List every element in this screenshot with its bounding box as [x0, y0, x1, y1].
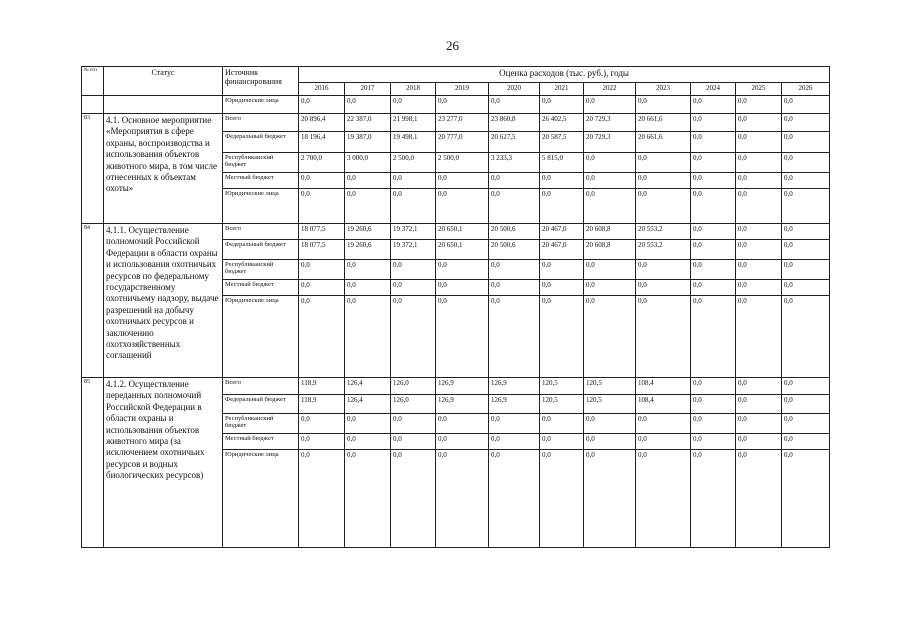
value-cell: 19 387,0 — [345, 132, 391, 153]
year-header: 2026 — [782, 83, 830, 96]
row-number: 85 — [82, 378, 104, 548]
value-cell: 0,0 — [299, 450, 345, 548]
value-cell: 2 500,0 — [391, 153, 436, 173]
value-cell: 0,0 — [391, 450, 436, 548]
empty-cell — [104, 96, 223, 114]
value-cell: 20 661,6 — [636, 114, 691, 132]
value-cell: 108,4 — [636, 378, 691, 395]
value-cell: 0,0 — [691, 189, 736, 224]
value-cell: 126,9 — [436, 378, 489, 395]
value-cell: 20 661,6 — [636, 132, 691, 153]
table-row — [82, 114, 830, 132]
header-source: Источник финансирования — [223, 67, 299, 96]
source-cell: Республиканский бюджет — [223, 414, 299, 434]
year-header: 2024 — [691, 83, 736, 96]
value-cell: 0,0 — [736, 378, 782, 395]
source-cell: Юридические лица — [223, 96, 299, 114]
value-cell: 120,5 — [584, 378, 636, 395]
value-cell: 120,5 — [540, 395, 584, 414]
value-cell: 0,0 — [782, 450, 830, 548]
value-cell: 0,0 — [736, 414, 782, 434]
value-cell: 20 627,5 — [489, 132, 540, 153]
value-cell: 0,0 — [391, 296, 436, 378]
empty-cell — [82, 96, 104, 114]
source-cell: Местный бюджет — [223, 434, 299, 450]
value-cell: 0,0 — [540, 296, 584, 378]
value-cell: 0,0 — [436, 296, 489, 378]
value-cell: 0,0 — [584, 96, 636, 114]
value-cell: 0,0 — [691, 296, 736, 378]
value-cell: 0,0 — [636, 153, 691, 173]
value-cell: 0,0 — [782, 280, 830, 296]
status-cell: 4.1. Основное мероприятие «Мероприятия в сфере охраны, воспроизводства и использования объектов животного мира, в том числе отнесенных к объектам охоты» — [104, 114, 223, 224]
value-cell: 0,0 — [391, 260, 436, 280]
value-cell: 0,0 — [782, 132, 830, 153]
value-cell: 0,0 — [540, 96, 584, 114]
value-cell: 0,0 — [782, 378, 830, 395]
header-estimate: Оценка расходов (тыс. руб.), годы — [299, 67, 830, 83]
value-cell: 0,0 — [736, 240, 782, 260]
source-cell: Федеральный бюджет — [223, 240, 299, 260]
value-cell: 20 587,5 — [540, 132, 584, 153]
value-cell: 126,4 — [345, 378, 391, 395]
value-cell: 20 467,0 — [540, 240, 584, 260]
value-cell: 0,0 — [345, 96, 391, 114]
value-cell: 0,0 — [736, 280, 782, 296]
value-cell: 0,0 — [584, 414, 636, 434]
value-cell: 0,0 — [636, 414, 691, 434]
value-cell: 20 467,0 — [540, 224, 584, 240]
value-cell: 0,0 — [584, 173, 636, 189]
value-cell: 0,0 — [736, 189, 782, 224]
value-cell: 0,0 — [345, 296, 391, 378]
value-cell: 0,0 — [391, 189, 436, 224]
header-num: № п/п — [82, 67, 104, 96]
value-cell: 0,0 — [540, 189, 584, 224]
value-cell: 0,0 — [299, 280, 345, 296]
value-cell: 0,0 — [299, 260, 345, 280]
value-cell: 118,9 — [299, 395, 345, 414]
value-cell: 0,0 — [299, 296, 345, 378]
value-cell: 0,0 — [391, 280, 436, 296]
value-cell: 0,0 — [299, 96, 345, 114]
value-cell: 0,0 — [636, 296, 691, 378]
value-cell: 0,0 — [782, 153, 830, 173]
value-cell: 0,0 — [584, 280, 636, 296]
value-cell: 0,0 — [489, 434, 540, 450]
value-cell: 0,0 — [691, 96, 736, 114]
value-cell: 0,0 — [691, 434, 736, 450]
source-cell: Всего — [223, 378, 299, 395]
value-cell: 0,0 — [736, 296, 782, 378]
value-cell: 2 700,0 — [299, 153, 345, 173]
source-cell: Федеральный бюджет — [223, 132, 299, 153]
value-cell: 120,5 — [584, 395, 636, 414]
value-cell: 0,0 — [782, 434, 830, 450]
header-status: Статус — [104, 67, 223, 96]
value-cell: 0,0 — [691, 260, 736, 280]
value-cell: 126,9 — [489, 378, 540, 395]
value-cell: 0,0 — [584, 260, 636, 280]
value-cell: 126,0 — [391, 395, 436, 414]
source-cell: Республиканский бюджет — [223, 260, 299, 280]
value-cell: 0,0 — [691, 153, 736, 173]
value-cell: 0,0 — [584, 189, 636, 224]
value-cell: 20 553,2 — [636, 224, 691, 240]
value-cell: 0,0 — [736, 132, 782, 153]
value-cell: 0,0 — [436, 450, 489, 548]
page-number: 26 — [446, 38, 459, 53]
value-cell: 20 729,3 — [584, 114, 636, 132]
value-cell: 0,0 — [636, 450, 691, 548]
value-cell: 19 260,6 — [345, 240, 391, 260]
value-cell: 20 500,6 — [489, 240, 540, 260]
value-cell: 126,0 — [391, 378, 436, 395]
value-cell: 126,9 — [436, 395, 489, 414]
value-cell: 0,0 — [636, 260, 691, 280]
value-cell: 0,0 — [345, 173, 391, 189]
source-cell: Всего — [223, 114, 299, 132]
value-cell: 19 260,6 — [345, 224, 391, 240]
value-cell: 0,0 — [436, 96, 489, 114]
value-cell: 0,0 — [391, 173, 436, 189]
value-cell: 0,0 — [436, 280, 489, 296]
value-cell: 0,0 — [691, 240, 736, 260]
value-cell: 0,0 — [691, 224, 736, 240]
value-cell: 0,0 — [489, 260, 540, 280]
value-cell: 0,0 — [489, 96, 540, 114]
value-cell: 3 000,0 — [345, 153, 391, 173]
value-cell: 20 650,1 — [436, 224, 489, 240]
source-cell: Юридические лица — [223, 296, 299, 378]
value-cell: 18 077,5 — [299, 240, 345, 260]
value-cell: 22 387,0 — [345, 114, 391, 132]
value-cell: 0,0 — [540, 414, 584, 434]
year-header: 2025 — [736, 83, 782, 96]
value-cell: 0,0 — [736, 173, 782, 189]
value-cell: 0,0 — [391, 434, 436, 450]
source-cell: Юридические лица — [223, 189, 299, 224]
table-row — [82, 96, 830, 114]
value-cell: 0,0 — [736, 96, 782, 114]
value-cell: 126,9 — [489, 395, 540, 414]
value-cell: 0,0 — [691, 414, 736, 434]
value-cell: 0,0 — [782, 260, 830, 280]
value-cell: 0,0 — [782, 96, 830, 114]
value-cell: 0,0 — [540, 450, 584, 548]
value-cell: 0,0 — [584, 153, 636, 173]
source-cell: Местный бюджет — [223, 173, 299, 189]
value-cell: 0,0 — [436, 173, 489, 189]
year-header: 2020 — [489, 83, 540, 96]
value-cell: 19 498,1 — [391, 132, 436, 153]
value-cell: 0,0 — [782, 114, 830, 132]
value-cell: 0,0 — [489, 280, 540, 296]
value-cell: 20 650,1 — [436, 240, 489, 260]
value-cell: 0,0 — [691, 280, 736, 296]
source-cell: Республиканский бюджет — [223, 153, 299, 173]
value-cell: 0,0 — [391, 414, 436, 434]
value-cell: 0,0 — [636, 189, 691, 224]
value-cell: 0,0 — [391, 96, 436, 114]
value-cell: 19 372,1 — [391, 240, 436, 260]
value-cell: 0,0 — [782, 189, 830, 224]
value-cell: 0,0 — [691, 378, 736, 395]
value-cell: 0,0 — [489, 414, 540, 434]
value-cell: 0,0 — [736, 450, 782, 548]
value-cell: 20 608,8 — [584, 224, 636, 240]
value-cell: 0,0 — [299, 414, 345, 434]
header-row — [82, 67, 830, 83]
value-cell: 0,0 — [540, 434, 584, 450]
value-cell: 0,0 — [782, 414, 830, 434]
value-cell: 20 777,0 — [436, 132, 489, 153]
value-cell: 0,0 — [345, 280, 391, 296]
value-cell: 0,0 — [636, 96, 691, 114]
row-number: 84 — [82, 224, 104, 378]
value-cell: 0,0 — [489, 296, 540, 378]
value-cell: 3 233,3 — [489, 153, 540, 173]
value-cell: 0,0 — [736, 434, 782, 450]
value-cell: 0,0 — [782, 173, 830, 189]
year-header: 2023 — [636, 83, 691, 96]
value-cell: 0,0 — [691, 114, 736, 132]
value-cell: 0,0 — [691, 173, 736, 189]
value-cell: 23 860,8 — [489, 114, 540, 132]
table-row — [82, 378, 830, 395]
value-cell: 0,0 — [436, 414, 489, 434]
value-cell: 0,0 — [436, 189, 489, 224]
table-row — [82, 224, 830, 240]
value-cell: 0,0 — [736, 260, 782, 280]
value-cell: 0,0 — [782, 224, 830, 240]
value-cell: 20 608,8 — [584, 240, 636, 260]
value-cell: 0,0 — [540, 280, 584, 296]
value-cell: 0,0 — [345, 189, 391, 224]
budget-table — [81, 66, 830, 548]
year-header: 2021 — [540, 83, 584, 96]
value-cell: 126,4 — [345, 395, 391, 414]
value-cell: 20 729,3 — [584, 132, 636, 153]
value-cell: 0,0 — [782, 395, 830, 414]
value-cell: 0,0 — [489, 189, 540, 224]
source-cell: Юридические лица — [223, 450, 299, 548]
value-cell: 21 998,1 — [391, 114, 436, 132]
value-cell: 0,0 — [345, 434, 391, 450]
value-cell: 0,0 — [736, 153, 782, 173]
value-cell: 5 815,0 — [540, 153, 584, 173]
value-cell: 108,4 — [636, 395, 691, 414]
value-cell: 0,0 — [736, 224, 782, 240]
value-cell: 26 402,5 — [540, 114, 584, 132]
year-header: 2019 — [436, 83, 489, 96]
value-cell: 120,5 — [540, 378, 584, 395]
value-cell: 0,0 — [299, 434, 345, 450]
value-cell: 0,0 — [636, 173, 691, 189]
value-cell: 0,0 — [299, 173, 345, 189]
value-cell: 0,0 — [636, 434, 691, 450]
value-cell: 0,0 — [584, 434, 636, 450]
value-cell: 0,0 — [436, 434, 489, 450]
value-cell: 0,0 — [540, 260, 584, 280]
value-cell: 2 500,0 — [436, 153, 489, 173]
value-cell: 0,0 — [584, 296, 636, 378]
value-cell: 0,0 — [782, 240, 830, 260]
value-cell: 0,0 — [691, 450, 736, 548]
value-cell: 0,0 — [345, 450, 391, 548]
value-cell: 20 553,2 — [636, 240, 691, 260]
source-cell: Всего — [223, 224, 299, 240]
year-header: 2018 — [391, 83, 436, 96]
value-cell: 0,0 — [345, 260, 391, 280]
value-cell: 0,0 — [489, 173, 540, 189]
value-cell: 0,0 — [782, 296, 830, 378]
value-cell: 0,0 — [299, 189, 345, 224]
year-header: 2022 — [584, 83, 636, 96]
value-cell: 23 277,0 — [436, 114, 489, 132]
year-header: 2016 — [299, 83, 345, 96]
status-cell: 4.1.1. Осуществление полномочий Российской Федерации в области охраны и использования охотничьих ресурсов по федеральному государственному охотничьему надзору, выдаче разрешений на добычу охотничьих ресурсов и заключению охотхозяйственных соглашений — [104, 224, 223, 378]
value-cell: 18 196,4 — [299, 132, 345, 153]
year-header: 2017 — [345, 83, 391, 96]
value-cell: 118,9 — [299, 378, 345, 395]
value-cell: 0,0 — [691, 132, 736, 153]
value-cell: 20 896,4 — [299, 114, 345, 132]
value-cell: 0,0 — [345, 414, 391, 434]
value-cell: 0,0 — [436, 260, 489, 280]
value-cell: 0,0 — [736, 114, 782, 132]
status-cell: 4.1.2. Осуществление переданных полномочий Российской Федерации в области охраны и использования объектов животного мира (за исключением охотничьих ресурсов и водных биологических ресурсов) — [104, 378, 223, 548]
source-cell: Федеральный бюджет — [223, 395, 299, 414]
value-cell: 0,0 — [636, 280, 691, 296]
value-cell: 0,0 — [584, 450, 636, 548]
value-cell: 20 500,6 — [489, 224, 540, 240]
value-cell: 18 077,5 — [299, 224, 345, 240]
value-cell: 0,0 — [540, 173, 584, 189]
row-number: 83 — [82, 114, 104, 224]
value-cell: 19 372,1 — [391, 224, 436, 240]
value-cell: 0,0 — [691, 395, 736, 414]
value-cell: 0,0 — [736, 395, 782, 414]
source-cell: Местный бюджет — [223, 280, 299, 296]
value-cell: 0,0 — [489, 450, 540, 548]
